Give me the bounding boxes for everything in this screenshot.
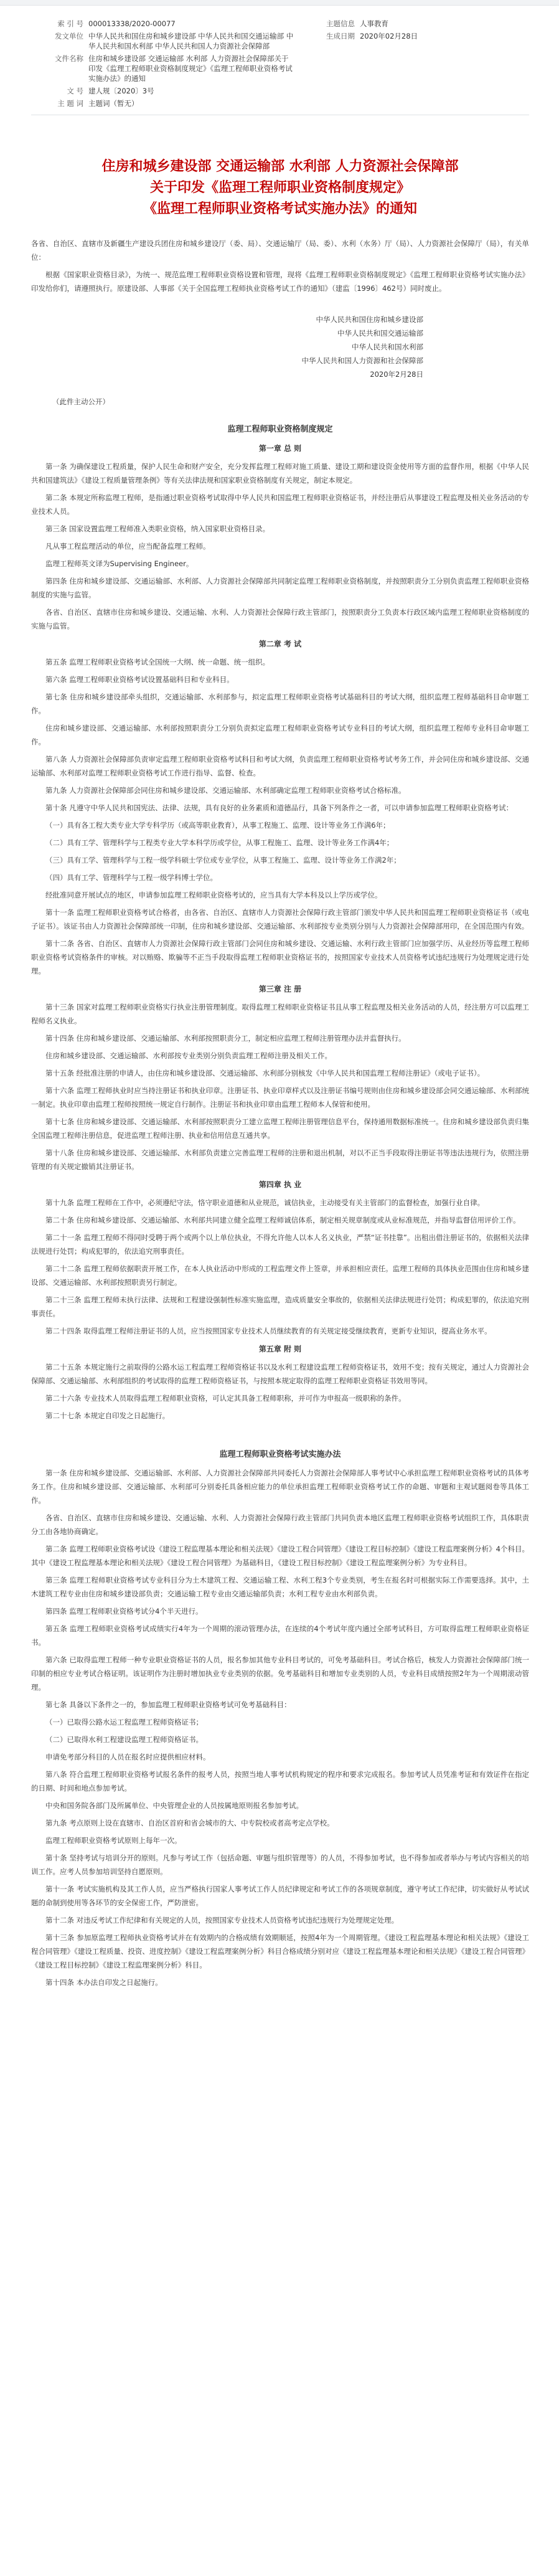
article-paragraph: 监理工程师职业资格考试原则上每年一次。 xyxy=(45,1836,182,1845)
article-paragraph: 申请免考部分科目的人员在报名时应提供相应材料。 xyxy=(45,1753,210,1761)
meta-label: 文件名称 xyxy=(55,54,83,63)
chapter-heading: 第五章 附 则 xyxy=(258,1345,302,1353)
article-body xyxy=(31,156,529,1993)
article-paragraph: 第三条 国家设置监理工程师准入类职业资格，纳入国家职业资格目录。 xyxy=(45,524,270,533)
article-paragraph: 第九条 考点原则上设在直辖市、自治区首府和省会城市的大、中专院校或者高考定点学校。 xyxy=(45,1819,334,1827)
article-paragraph: 第四条 住房和城乡建设部、交通运输部、水利部、人力资源社会保障部共同制定监理工程师职业资格制度，并按照职责分工分别负责监理工程师职业资格制度的实施与监管。 xyxy=(31,577,529,599)
top-bar xyxy=(0,0,559,6)
meta-label: 主题信息 xyxy=(326,19,355,28)
meta-value: 住房和城乡建设部 交通运输部 水利部 人力资源社会保障部关于印发《监理工程师职业资格制度规定》《监理工程师职业资格考试实施办法》的通知 xyxy=(88,54,293,83)
article-paragraph: 经批准同意开展试点的地区，申请参加监理工程师职业资格考试的，应当具有大学本科及以上学历或学位。 xyxy=(45,891,382,899)
article-paragraph: 第十六条 监理工程师执业时应当持注册证书和执业印章。注册证书、执业印章样式以及注册证书编号规则由住房和城乡建设部会同交通运输部、水利部统一制定。执业印章由监理工程师按照统一规定自行制作。注册证书和执业印章由监理工程师本人保管和使用。 xyxy=(31,1086,529,1109)
article-paragraph: 第二十三条 监理工程师未执行法律、法规和工程建设强制性标准实施监理，造成质量安全事故的，依据相关法律法规进行处罚；构成犯罪的，依法追究刑事责任。 xyxy=(31,1295,529,1318)
article-paragraph: 第二十六条 专业技术人员取得监理工程师职业资格，可认定其具备工程师职称，并可作为申报高一级职称的条件。 xyxy=(45,1394,406,1403)
title-line: 住房和城乡建设部 交通运输部 水利部 人力资源社会保障部 xyxy=(101,158,459,174)
chapter-heading: 第四章 执 业 xyxy=(258,1180,302,1189)
document-meta-panel xyxy=(31,17,529,115)
signatory: 中华人民共和国交通运输部 xyxy=(337,329,423,338)
article-paragraph: 第一条 住房和城乡建设部、交通运输部、水利部、人力资源社会保障部共同委托人力资源社会保障部人事考试中心承担监理工程师职业资格考试的具体考务工作。住房和城乡建设部、交通运输部、水利部可分别委托具备相应能力的单位承担监理工程师职业资格考试工作的命题、审题和主观试题阅卷等具体工作。 xyxy=(31,1469,529,1505)
article-paragraph: 第十一条 考试实施机构及其工作人员，应当严格执行国家人事考试工作人员纪律规定和考试工作的各项规章制度，遵守考试工作纪律，切实做好从考试试题的命制到使用等各环节的安全保密工作，严防泄密。 xyxy=(31,1885,529,1907)
article-paragraph: 第二十二条 监理工程师依据职责开展工作，在本人执业活动中形成的工程监理文件上签章，并承担相应责任。监理工程师的具体执业范围由住房和城乡建设部、交通运输部、水利部按照职责另行制定。 xyxy=(31,1264,529,1287)
article-paragraph: 第十七条 住房和城乡建设部、交通运输部、水利部按照职责分工建立监理工程师注册管理信息平台，保持通用数据标准统一。住房和城乡建设部负责归集全国监理工程师注册信息，促进监理工程师注册、执业和信用信息互通共享。 xyxy=(31,1117,529,1140)
article-paragraph: （四）具有工学、管理科学与工程一级学科博士学位。 xyxy=(45,873,217,882)
meta-value: 建人规〔2020〕3号 xyxy=(88,87,154,95)
article-paragraph: 第二条 监理工程师职业资格考试设《建设工程监理基本理论和相关法规》《建设工程合同管理》《建设工程目标控制》《建设工程监理案例分析》4个科目。其中《建设工程监理基本理论和相关法规》《建设工程合同管理》为基础科目，《建设工程目标控制》《建设工程监理案例分析》为专业科目。 xyxy=(31,1545,529,1567)
article-paragraph: 第八条 符合监理工程师职业资格考试报名条件的报考人员，按照当地人事考试机构规定的程序和要求完成报名。参加考试人员凭准考证和有效证件在指定的日期、时间和地点参加考试。 xyxy=(31,1770,529,1792)
article-paragraph: （二）已取得水利工程建设监理工程师资格证书。 xyxy=(45,1735,203,1744)
article-paragraph: 各省、自治区、直辖市住房和城乡建设、交通运输、水利、人力资源社会保障行政主管部门，按照职责分工负责本行政区域内监理工程师职业资格制度的实施与监管。 xyxy=(31,608,529,630)
signature-date: 2020年2月28日 xyxy=(370,370,423,379)
article-paragraph: 第十九条 监理工程师在工作中，必须遵纪守法，恪守职业道德和从业规范，诚信执业，主动接受有关主管部门的监督检查，加强行业自律。 xyxy=(45,1198,485,1207)
meta-value: 000013338/2020-00077 xyxy=(88,19,176,28)
article-paragraph: 第五条 监理工程师职业资格考试全国统一大纲、统一命题、统一组织。 xyxy=(45,658,270,666)
meta-label: 索 引 号 xyxy=(57,19,83,28)
article-paragraph: 第二十五条 本规定施行之前取得的公路水运工程监理工程师资格证书以及水利工程建设监理工程师资格证书，效用不变；按有关规定，通过人力资源社会保障部、交通运输部、水利部组织的考试取得的监理工程师资格证书，与按照本规定取得的监理工程师职业资格证书效用等同。 xyxy=(31,1363,529,1385)
article-paragraph: 第十条 坚持考试与培训分开的原则。凡参与考试工作（包括命题、审题与组织管理等）的人员，不得参加考试，也不得参加或者举办与考试内容相关的培训工作。应考人员参加培训坚持自愿原则。 xyxy=(31,1854,529,1876)
article-paragraph: 第十五条 经批准注册的申请人，由住房和城乡建设部、交通运输部、水利部分别核发《中华人民共和国监理工程师注册证》（或电子证书）。 xyxy=(45,1069,485,1077)
article-paragraph: 第十二条 各省、自治区、直辖市人力资源社会保障行政主管部门会同住房和城乡建设、交通运输、水利行政主管部门应加强学历、从业经历等监理工程师职业资格考试资格条件的审核。对以贿赂、欺骗等不正当手段取得监理工程师职业资格证书的，按照国家专业技术人员资格考试违纪违规行为处理规定进行处理。 xyxy=(31,939,529,975)
attachment-title: 监理工程师职业资格考试实施办法 xyxy=(219,1450,341,1459)
article-paragraph: 中央和国务院各部门及所属单位、中央管理企业的人员按属地原则报名参加考试。 xyxy=(45,1801,303,1810)
article-paragraph: 第十二条 对违反考试工作纪律和有关规定的人员，按照国家专业技术人员资格考试违纪违规行为处理规定处理。 xyxy=(45,1916,399,1925)
meta-label: 生成日期 xyxy=(326,32,355,40)
chapter-heading: 第三章 注 册 xyxy=(258,985,302,993)
article-paragraph: 第七条 住房和城乡建设部牵头组织，交通运输部、水利部参与，拟定监理工程师职业资格考试基础科目的考试大纲，组织监理工程师基础科目命审题工作。 xyxy=(31,693,529,715)
article-paragraph: 第十四条 住房和城乡建设部、交通运输部、水利部按照职责分工，制定相应监理工程师注册管理办法并监督执行。 xyxy=(45,1034,406,1043)
title-line: 《监理工程师职业资格考试实施办法》的通知 xyxy=(143,201,417,217)
meta-label: 文 号 xyxy=(67,87,83,95)
page-title xyxy=(31,156,529,219)
article-paragraph: 第七条 具备以下条件之一的，参加监理工程师职业资格考试可免考基础科目： xyxy=(45,1700,291,1709)
article-paragraph: 监理工程师英文译为Supervising Engineer。 xyxy=(45,559,194,568)
article-paragraph: 第六条 监理工程师职业资格考试设置基础科目和专业科目。 xyxy=(45,675,234,684)
meta-value: 人事教育 xyxy=(360,19,388,28)
title-line: 关于印发《监理工程师职业资格制度规定》 xyxy=(149,179,410,196)
article-paragraph: 第二条 本规定所称监理工程师，是指通过职业资格考试取得中华人民共和国监理工程师职业资格证书，并经注册后从事建设工程监理及相关业务活动的专业技术人员。 xyxy=(31,493,529,516)
article-paragraph: 第二十四条 取得监理工程师注册证书的人员，应当按照国家专业技术人员继续教育的有关规定接受继续教育，更新专业知识，提高业务水平。 xyxy=(45,1327,492,1335)
article-paragraph: 第十一条 监理工程师职业资格考试合格者，由各省、自治区、直辖市人力资源社会保障行政主管部门颁发中华人民共和国监理工程师职业资格证书（或电子证书）。该证书由人力资源社会保障部统一印制，住房和城乡建设部、交通运输部、水利部按专业类别分别与人力资源社会保障部用印，在全国范围内有效。 xyxy=(31,908,529,930)
article-paragraph: 第二十七条 本规定自印发之日起施行。 xyxy=(45,1411,170,1420)
article-paragraph: 第九条 人力资源社会保障部会同住房和城乡建设部、交通运输部、水利部确定监理工程师职业资格考试合格标准。 xyxy=(45,786,406,795)
meta-value: 中华人民共和国住房和城乡建设部 中华人民共和国交通运输部 中华人民共和国水利部 中华人民共和国人力资源社会保障部 xyxy=(88,32,294,50)
meta-table xyxy=(31,17,529,110)
article-paragraph: （一）已取得公路水运工程监理工程师资格证书； xyxy=(45,1718,203,1726)
article-paragraph: 第三条 监理工程师职业资格考试专业科目分为土木建筑工程、交通运输工程、水利工程3个专业类别，考生在报名时可根据实际工作需要选择。其中，土木建筑工程专业由住房和城乡建设部负责；交通运输工程专业由交通运输部负责；水利工程专业由水利部负责。 xyxy=(31,1576,529,1598)
signatory: 中华人民共和国住房和城乡建设部 xyxy=(316,315,423,324)
article-paragraph: 第五条 监理工程师职业资格考试成绩实行4年为一个周期的滚动管理办法，在连续的4个考试年度内通过全部考试科目，方可取得监理工程师职业资格证书。 xyxy=(31,1624,529,1647)
article-paragraph: 第八条 人力资源社会保障部负责审定监理工程师职业资格考试科目和考试大纲，负责监理工程师职业资格考试考务工作，并会同住房和城乡建设部、交通运输部、水利部对监理工程师职业资格考试工作进行指导、监督、检查。 xyxy=(31,755,529,777)
article-paragraph: 第十八条 住房和城乡建设部、交通运输部、水利部负责建立完善监理工程师的注册和退出机制，对以不正当手段取得注册证书等违法违规行为，依照注册管理的有关规定撤销其注册证书。 xyxy=(31,1148,529,1171)
meta-value: 主题词（暂无） xyxy=(88,99,139,108)
chapter-heading: 第二章 考 试 xyxy=(258,640,302,648)
recipients: 各省、自治区、直辖市及新疆生产建设兵团住房和城乡建设厅（委、局）、交通运输厅（局、委）、水利（水务）厅（局）、人力资源社会保障厅（局），有关单位： xyxy=(31,239,529,262)
article-paragraph: 第二十一条 监理工程师不得同时受聘于两个或两个以上单位执业，不得允许他人以本人名义执业，严禁“证书挂靠”。出租出借注册证书的，依据相关法律法规进行处罚；构成犯罪的，依法追究刑事责任。 xyxy=(31,1233,529,1256)
article-paragraph: 第十三条 参加原监理工程师执业资格考试并在有效期内的合格成绩有效期顺延，按照4年为一个周期管理。《建设工程监理基本理论和相关法规》《建设工程合同管理》《建设工程质量、投资、进度控制》《建设工程监理案例分析》科目合格成绩分别对应《建设工程监理基本理论和相关法规》《建设工程合同管理》《建设工程目标控制》《建设工程监理案例分析》科目。 xyxy=(31,1933,529,1969)
article-paragraph: 第十四条 本办法自印发之日起施行。 xyxy=(45,1978,162,1987)
article-paragraph: 第四条 监理工程师职业资格考试分4个半天进行。 xyxy=(45,1607,203,1616)
article-paragraph: （一）具有各工程大类专业大学专科学历（或高等职业教育），从事工程施工、监理、设计等业务工作满6年； xyxy=(45,821,390,830)
article-paragraph: 凡从事工程监理活动的单位，应当配备监理工程师。 xyxy=(45,542,210,551)
intro-paragraph: 根据《国家职业资格目录》，为统一、规范监理工程师职业资格设置和管理，现将《监理工程师职业资格制度规定》《监理工程师职业资格考试实施办法》印发给你们，请遵照执行。原建设部、人事部《关于全国监理工程师执业资格考试工作的通知》（建监〔1996〕462号）同时废止。 xyxy=(31,270,529,293)
article-paragraph: 住房和城乡建设部、交通运输部、水利部按专业类别分别负责监理工程师注册及相关工作。 xyxy=(45,1051,332,1060)
disclosure-note: （此件主动公开） xyxy=(52,397,110,406)
article-paragraph: （三）具有工学、管理科学与工程一级学科硕士学位或专业学位，从事工程施工、监理、设计等业务工作满2年； xyxy=(45,856,401,864)
signature-block xyxy=(31,313,529,381)
meta-label: 发文单位 xyxy=(55,32,83,40)
meta-value: 2020年02月28日 xyxy=(360,32,418,40)
article-paragraph: 各省、自治区、直辖市住房和城乡建设、交通运输、水利、人力资源社会保障行政主管部门共同负责本地区监理工程师职业资格考试组织工作，具体职责分工由各地协商确定。 xyxy=(31,1513,529,1536)
attachment-title: 监理工程师职业资格制度规定 xyxy=(227,425,333,434)
article-paragraph: 住房和城乡建设部、交通运输部、水利部按照职责分工分别负责拟定监理工程师职业资格考试专业科目的考试大纲，组织监理工程师专业科目命审题工作。 xyxy=(31,724,529,746)
article-paragraph: 第十条 凡遵守中华人民共和国宪法、法律、法规，具有良好的业务素质和道德品行，具备下列条件之一者，可以申请参加监理工程师职业资格考试： xyxy=(45,803,514,812)
signatory: 中华人民共和国人力资源和社会保障部 xyxy=(301,356,423,365)
article-paragraph: （二）具有工学、管理科学与工程类专业大学本科学历或学位，从事工程施工、监理、设计等业务工作满4年； xyxy=(45,838,394,847)
chapter-heading: 第一章 总 则 xyxy=(258,444,302,453)
article-paragraph: 第二十条 住房和城乡建设部、交通运输部、水利部共同建立健全监理工程师诚信体系，制定相关规章制度或从业标准规范，并指导监督信用评价工作。 xyxy=(45,1216,520,1224)
meta-label: 主 题 词 xyxy=(57,99,83,108)
article-paragraph: 第十三条 国家对监理工程师职业资格实行执业注册管理制度。取得监理工程师职业资格证书且从事工程监理及相关业务活动的人员，经注册方可以监理工程师名义执业。 xyxy=(31,1003,529,1025)
signatory: 中华人民共和国水利部 xyxy=(352,343,423,351)
article-paragraph: 第六条 已取得监理工程师一种专业职业资格证书的人员，报名参加其他专业科目考试的，可免考基础科目。考试合格后，核发人力资源社会保障部门统一印制的相应专业考试合格证明。该证明作为注册时增加执业专业类别的依据。免考基础科目和增加专业类别的人员，专业科目成绩按照2年为一个周期滚动管理。 xyxy=(31,1655,529,1692)
article-paragraph: 第一条 为确保建设工程质量，保护人民生命和财产安全，充分发挥监理工程师对施工质量、建设工期和建设资金使用等方面的监督作用，根据《中华人民共和国建筑法》《建设工程质量管理条例》等有关法律法规和国家职业资格制度有关规定，制定本规定。 xyxy=(31,462,529,485)
